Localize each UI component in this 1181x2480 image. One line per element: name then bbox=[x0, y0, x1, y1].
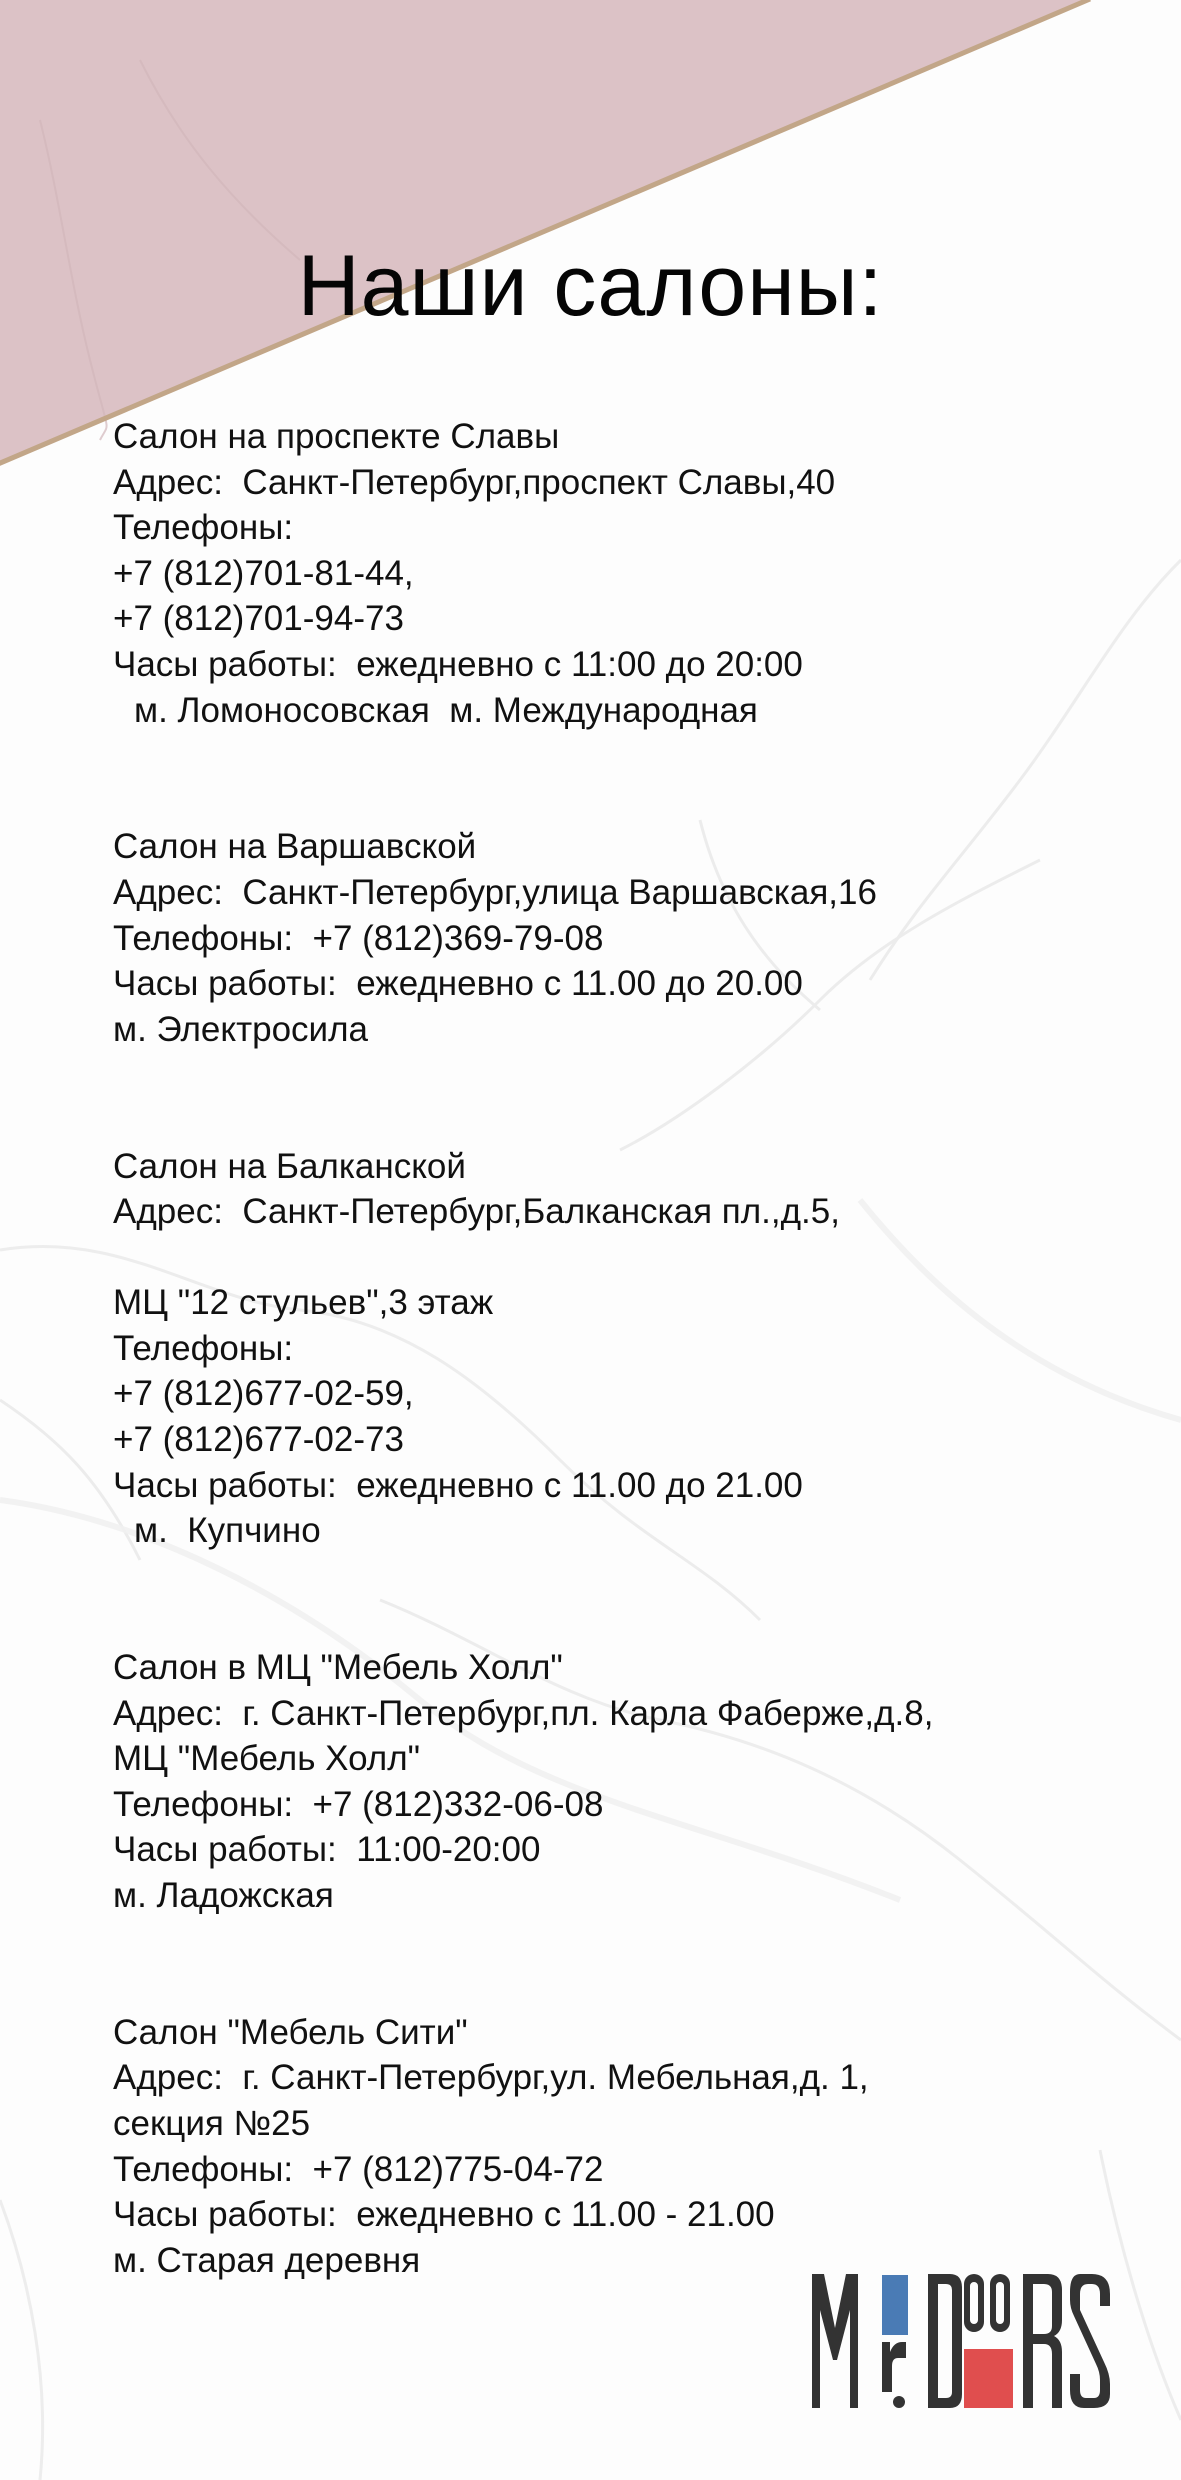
spacer bbox=[113, 1919, 1153, 2010]
salon-phone: +7 (812)677-02-73 bbox=[113, 1420, 404, 1460]
salon-name: Салон "Мебель Сити" bbox=[113, 2012, 468, 2052]
spacer bbox=[113, 733, 1153, 824]
salon-address: Адрес: Санкт-Петербург,проспект Славы,40 bbox=[113, 462, 836, 502]
spacer bbox=[113, 1052, 1153, 1143]
salon-hours: Часы работы: ежедневно с 11.00 до 21.00 bbox=[113, 1465, 803, 1505]
logo-letter-o bbox=[990, 2274, 1010, 2332]
salon-name: Салон на Варшавской bbox=[113, 827, 477, 867]
salon-list bbox=[113, 414, 1153, 2283]
salon-metro: м. Купчино bbox=[134, 1511, 321, 1551]
salon-balkanskaya bbox=[113, 1144, 1153, 1554]
salon-hours: Часы работы: ежедневно с 11.00 - 21.00 bbox=[113, 2195, 775, 2235]
logo-letter-o bbox=[964, 2274, 984, 2332]
salon-hours: Часы работы: 11:00-20:00 bbox=[113, 1830, 541, 1870]
salon-mebel-siti bbox=[113, 2010, 1153, 2284]
salon-name: Салон на Балканской bbox=[113, 1146, 466, 1186]
salon-address-cont: МЦ "12 стульев",3 этаж bbox=[113, 1283, 494, 1323]
mr-doors-logo bbox=[810, 2270, 1115, 2412]
logo-letter-r-big bbox=[1023, 2274, 1062, 2408]
page-title: Наши салоны: bbox=[297, 238, 884, 334]
spacer bbox=[113, 1554, 1153, 1645]
salon-phones-label: Телефоны: bbox=[113, 1328, 294, 1368]
salon-metro: м. Электросила bbox=[113, 1009, 368, 1049]
salon-metro: м. Старая деревня bbox=[113, 2240, 421, 2280]
salon-phone: Телефоны: +7 (812)369-79-08 bbox=[113, 918, 604, 958]
salon-mebel-holl bbox=[113, 1645, 1153, 1919]
salon-phone: +7 (812)677-02-59, bbox=[113, 1374, 414, 1414]
salon-varshavskaya bbox=[113, 824, 1153, 1052]
salon-address: Адрес: г. Санкт-Петербург,ул. Мебельная,д. 1, bbox=[113, 2058, 869, 2098]
salon-name: Салон в МЦ "Мебель Холл" bbox=[113, 1648, 563, 1688]
logo-red-square bbox=[964, 2349, 1013, 2408]
salon-phone: +7 (812)701-81-44, bbox=[113, 553, 414, 593]
logo-letter-r bbox=[882, 2342, 906, 2392]
logo-blue-bar bbox=[882, 2275, 908, 2335]
logo-letter-m bbox=[812, 2274, 858, 2408]
salon-phones-label: Телефоны: bbox=[113, 508, 294, 548]
salon-phone: Телефоны: +7 (812)775-04-72 bbox=[113, 2149, 604, 2189]
salon-phone: +7 (812)701-94-73 bbox=[113, 599, 404, 639]
salon-address: Адрес: Санкт-Петербург,Балканская пл.,д.5, bbox=[113, 1192, 840, 1232]
salon-name: Салон на проспекте Славы bbox=[113, 417, 560, 456]
salon-phone: Телефоны: +7 (812)332-06-08 bbox=[113, 1784, 604, 1824]
salon-address: Адрес: Санкт-Петербург,улица Варшавская,16 bbox=[113, 872, 877, 912]
salon-prospekt-slavy bbox=[113, 414, 1153, 733]
blank-line bbox=[113, 1235, 1153, 1281]
logo-letter-d bbox=[928, 2274, 962, 2408]
salon-hours: Часы работы: ежедневно с 11:00 до 20:00 bbox=[113, 644, 803, 684]
salon-metro: м. Ломоносовская м. Международная bbox=[134, 690, 758, 730]
salon-hours: Часы работы: ежедневно с 11.00 до 20.00 bbox=[113, 964, 803, 1004]
logo-letter-s bbox=[1070, 2274, 1110, 2408]
salon-address-cont: МЦ "Мебель Холл" bbox=[113, 1739, 421, 1779]
salon-metro: м. Ладожская bbox=[113, 1876, 334, 1915]
salon-address: Адрес: г. Санкт-Петербург,пл. Карла Фаберже,д.8, bbox=[113, 1693, 934, 1733]
logo-dot bbox=[893, 2396, 905, 2408]
salon-address-cont: секция №25 bbox=[113, 2103, 311, 2143]
